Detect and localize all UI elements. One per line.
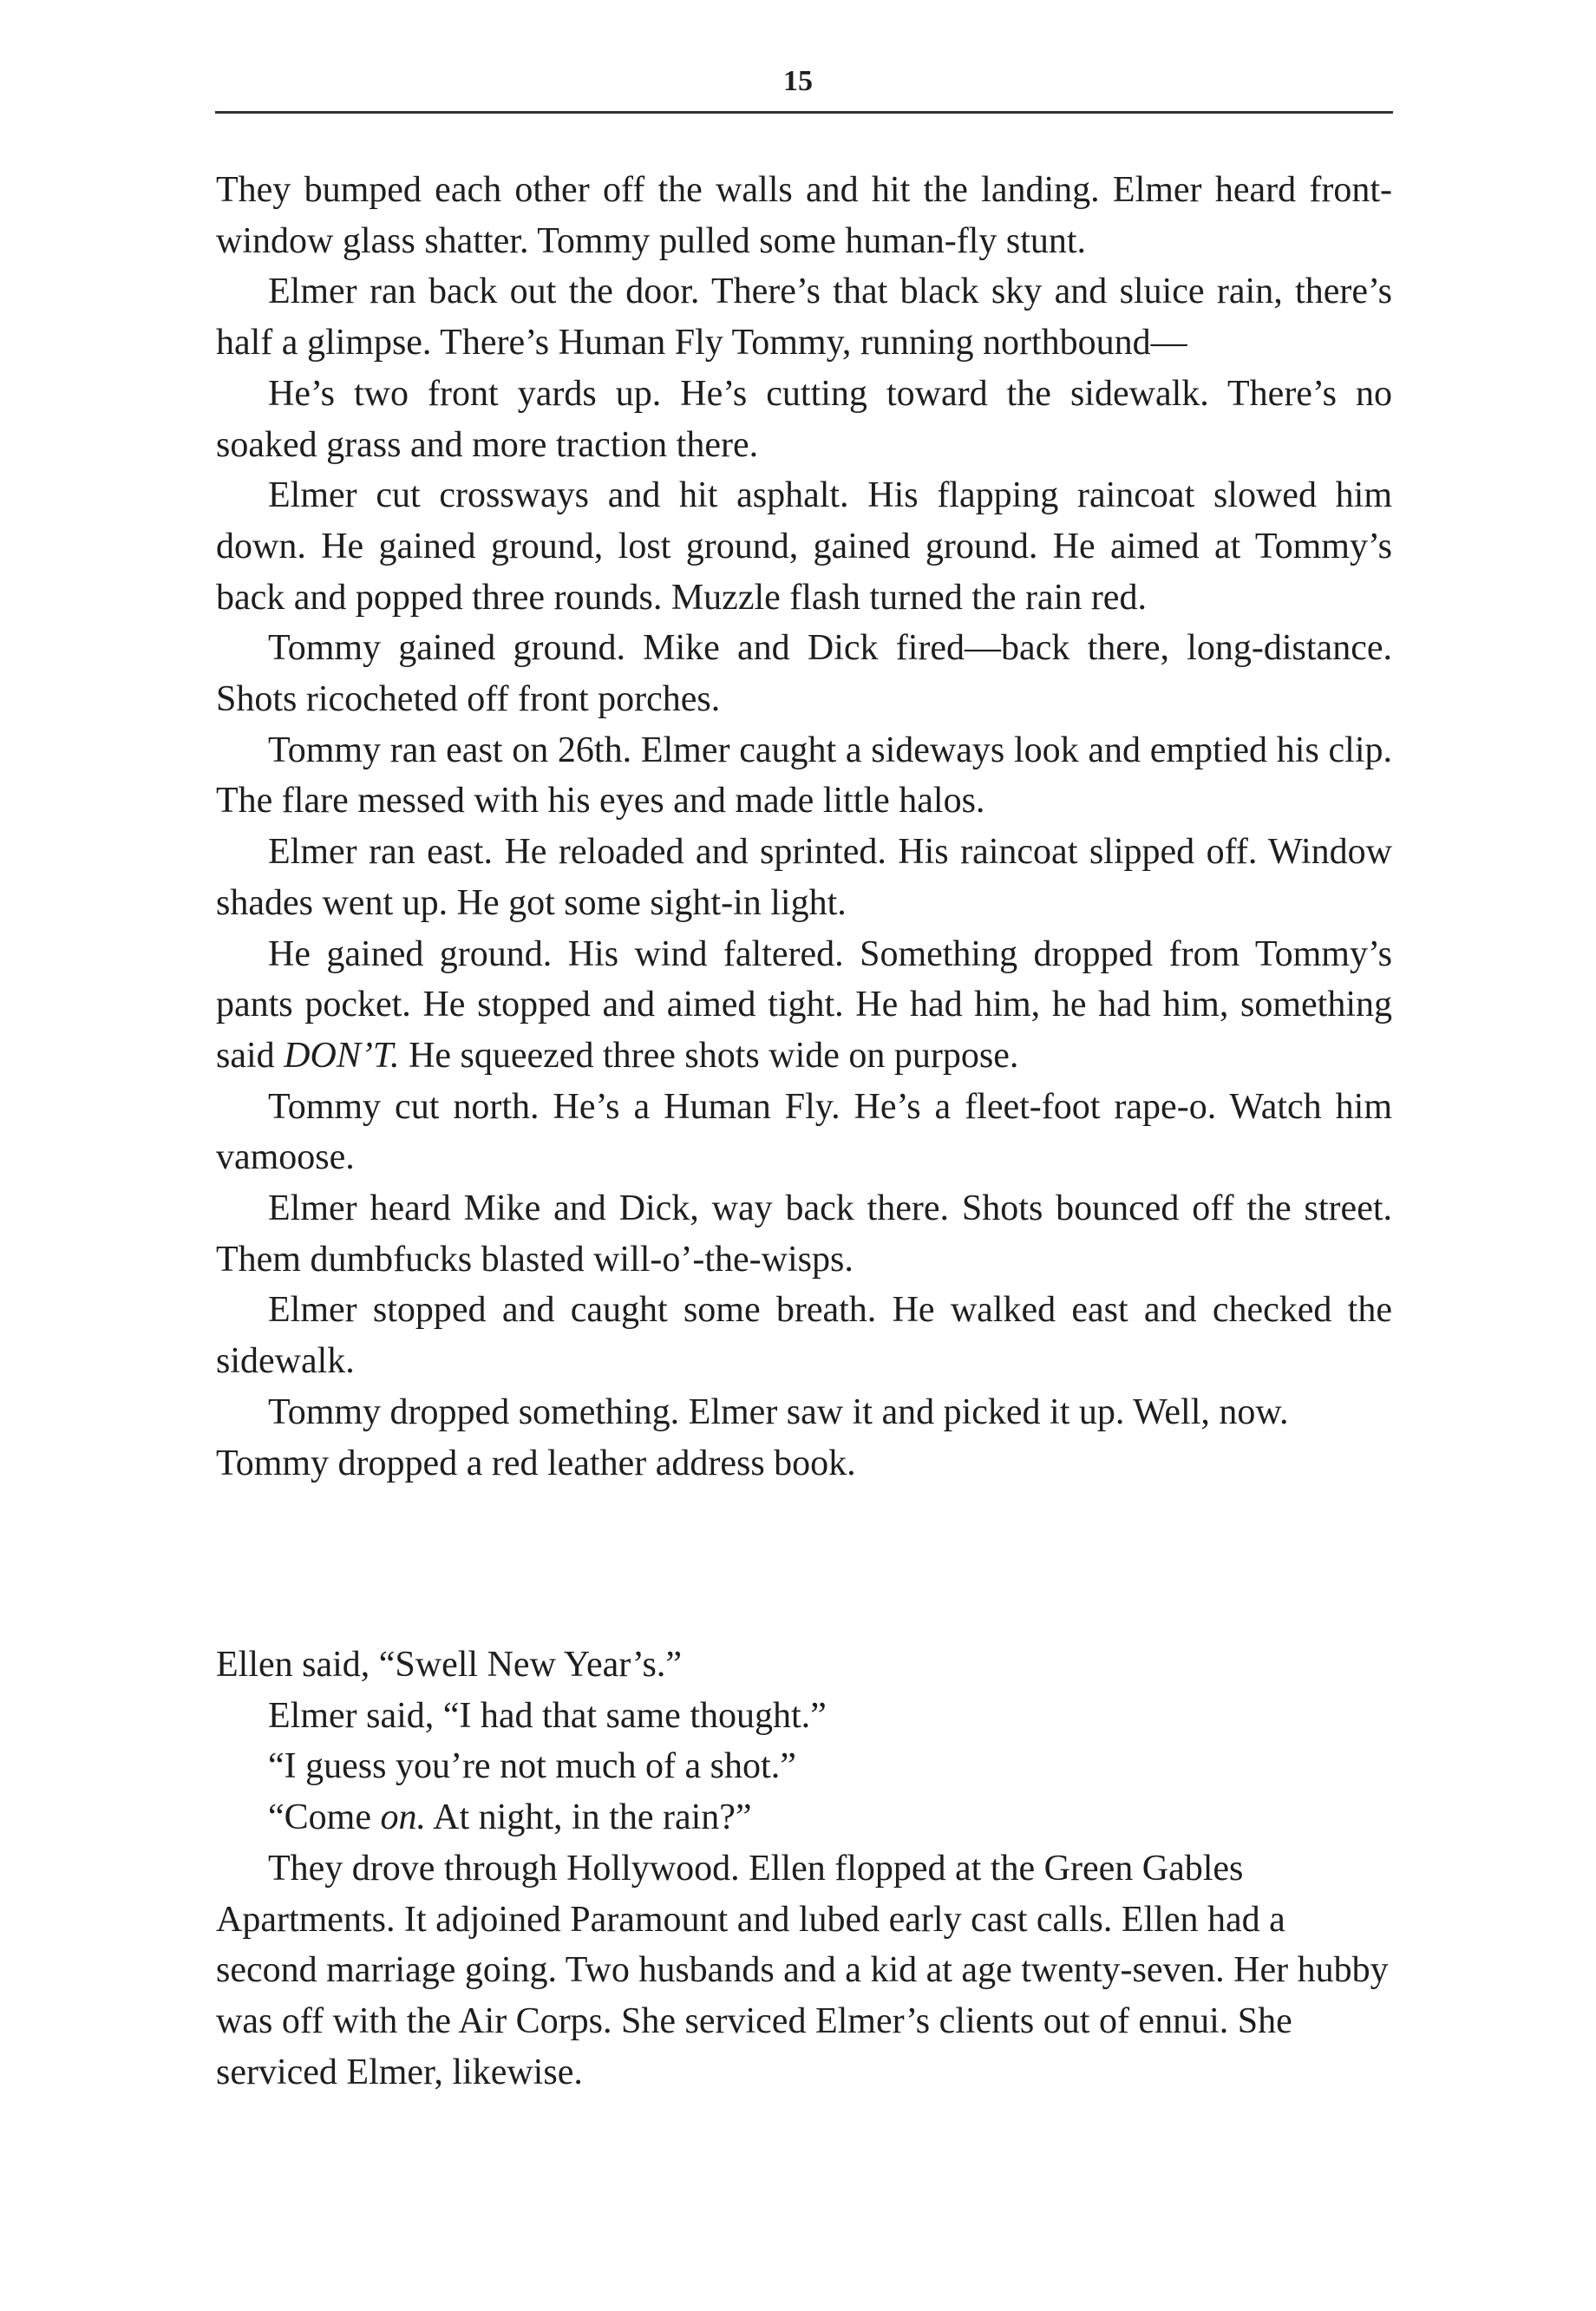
paragraph: Elmer ran east. He reloaded and sprinted. His raincoat slipped off. Window shades went up. He got some sight-in light. [216, 832, 1392, 923]
text-run: He gained ground. His wind faltered. Something dropped from Tommy’s pants pocket. He stopped and aimed tight. He had him, he had him, something said [216, 933, 1392, 1076]
paragraph: Tommy cut north. He’s a Human Fly. He’s a fleet-foot rape-o. Watch him vamoose. [216, 1086, 1392, 1178]
paragraph: Tommy gained ground. Mike and Dick fired—back there, long-distance. Shots ricocheted off front porches. [216, 628, 1392, 720]
text-run: “Come [268, 1797, 381, 1838]
section-chase [216, 165, 1392, 1489]
paragraph: “I guess you’re not much of a shot.” [268, 1746, 796, 1787]
page-number: 15 [783, 65, 813, 97]
paragraph: Elmer heard Mike and Dick, way back there. Shots bounced off the street. Them dumbfucks blasted will-o’-the-wisps. [216, 1188, 1392, 1280]
paragraph: Elmer said, “I had that same thought.” [268, 1695, 827, 1736]
emphasis: on. [380, 1797, 426, 1838]
paragraph: Elmer stopped and caught some breath. He walked east and checked the sidewalk. [216, 1290, 1392, 1382]
section-ellen [216, 1640, 1392, 2098]
paragraph [216, 1792, 1392, 1843]
paragraph: Elmer cut crossways and hit asphalt. His flapping raincoat slowed him down. He gained ground, lost ground, gained ground. He aimed at Tommy’s back and popped three rounds. Muzzle flash turned the rain red. [216, 475, 1392, 618]
paragraph: Elmer ran back out the door. There’s that black sky and sluice rain, there’s half a glimpse. There’s Human Fly Tommy, running northbound— [216, 272, 1392, 363]
emphasis: DON’T. [284, 1035, 400, 1076]
text-run: He squeezed three shots wide on purpose. [399, 1035, 1019, 1076]
paragraph: Tommy ran east on 26th. Elmer caught a sideways look and emptied his clip. The flare messed with his eyes and made little halos. [216, 730, 1392, 822]
paragraph: They drove through Hollywood. Ellen flopped at the Green Gables Apartments. It adjoined Paramount and lubed early cast calls. Ellen had a second marriage going. Two husbands and a kid at age twenty-seven. Her hubby was off with the Air Corps. She serviced Elmer’s clients out of ennui. She serviced Elmer, likewise. [216, 1848, 1389, 2092]
text-run: At night, in the rain?” [425, 1797, 752, 1838]
paragraph [216, 929, 1392, 1082]
paragraph: They bumped each other off the walls and hit the landing. Elmer heard front-window glass shatter. Tommy pulled some human-fly stunt. [216, 170, 1392, 261]
paragraph: Ellen said, “Swell New Year’s.” [216, 1645, 682, 1685]
paragraph: He’s two front yards up. He’s cutting toward the sidewalk. There’s no soaked grass and more traction there. [216, 373, 1392, 465]
header-rule [215, 111, 1393, 114]
paragraph: Tommy dropped something. Elmer saw it and picked it up. Well, now. Tommy dropped a red leather address book. [216, 1391, 1289, 1483]
